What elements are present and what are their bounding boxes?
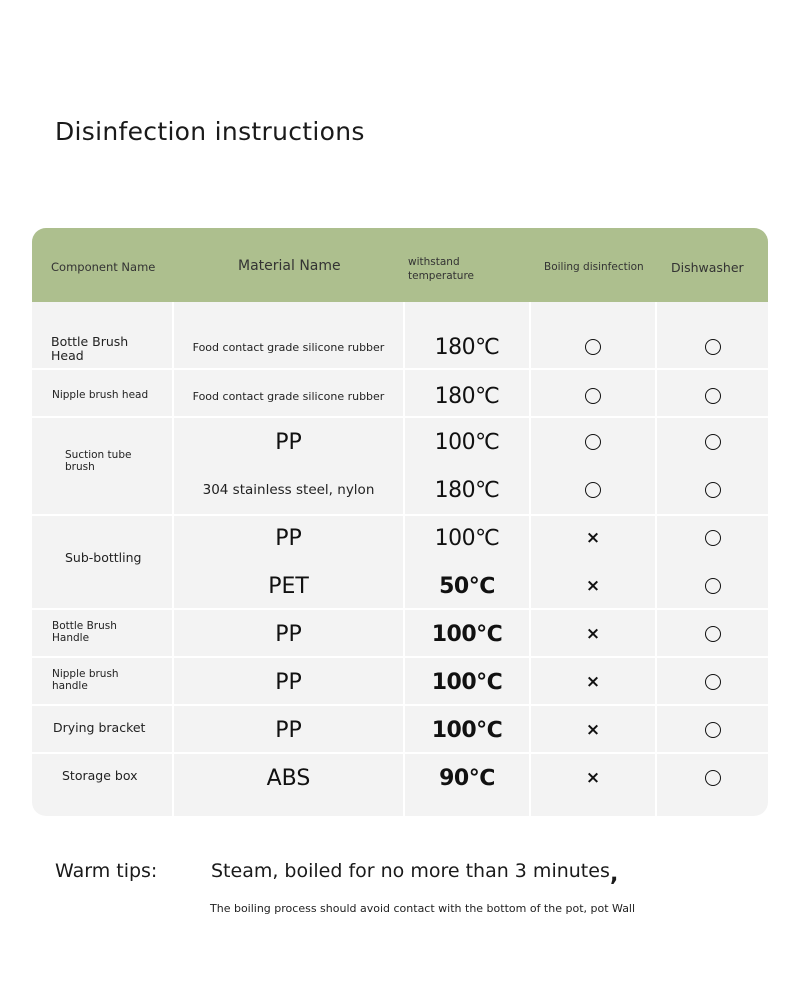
material-name: PP — [275, 621, 302, 647]
disinfection-table — [32, 228, 768, 816]
temperature-cell — [405, 327, 529, 367]
dishwasher-cell — [657, 470, 768, 510]
temperature-cell — [405, 662, 529, 702]
header-dishwasher: Dishwasher — [671, 260, 744, 275]
grid-line — [32, 656, 768, 658]
material-name: PP — [275, 669, 302, 695]
cross-icon: × — [585, 672, 601, 692]
dishwasher-cell — [657, 614, 768, 654]
boiling-cell — [531, 422, 655, 462]
header-temperature: withstand temperature — [408, 256, 474, 282]
boiling-cell — [531, 376, 655, 416]
material-cell — [174, 470, 403, 510]
component-name: Storage box — [62, 768, 138, 783]
boiling-cell — [531, 662, 655, 702]
circle-icon — [585, 339, 601, 355]
boiling-cell — [531, 614, 655, 654]
temperature-value: 180℃ — [434, 334, 500, 360]
temperature-cell — [405, 710, 529, 750]
circle-icon — [585, 434, 601, 450]
material-cell — [174, 662, 403, 702]
grid-line — [32, 752, 768, 754]
temperature-value: 90℃ — [439, 765, 495, 791]
dishwasher-cell — [657, 376, 768, 416]
material-name: ABS — [266, 765, 311, 791]
material-cell — [174, 566, 403, 606]
temperature-value: 100℃ — [431, 669, 503, 695]
boiling-cell — [531, 470, 655, 510]
temperature-cell — [405, 376, 529, 416]
material-name: PET — [268, 573, 309, 599]
circle-icon — [585, 482, 601, 498]
grid-line — [32, 416, 768, 418]
header-material: Material Name — [238, 258, 341, 274]
dishwasher-cell — [657, 710, 768, 750]
component-name: Nipple brush head — [52, 389, 149, 401]
component-name: Drying bracket — [53, 720, 146, 735]
temperature-value: 180℃ — [434, 477, 500, 503]
cross-icon: × — [585, 624, 601, 644]
circle-icon — [705, 339, 721, 355]
temperature-cell — [405, 518, 529, 558]
temperature-cell — [405, 422, 529, 462]
circle-icon — [705, 388, 721, 404]
material-name: PP — [275, 525, 302, 551]
temperature-value: 100℃ — [434, 429, 500, 455]
circle-icon — [705, 530, 721, 546]
component-name: Nipple brush handle — [52, 668, 119, 692]
material-cell — [174, 518, 403, 558]
material-cell — [174, 758, 403, 798]
dishwasher-cell — [657, 518, 768, 558]
material-cell — [174, 710, 403, 750]
header-boiling: Boiling disinfection — [544, 261, 644, 273]
temperature-value: 100℃ — [431, 621, 503, 647]
circle-icon — [705, 434, 721, 450]
table-header — [32, 228, 768, 302]
material-name: 304 stainless steel, nylon — [202, 482, 375, 498]
material-cell — [174, 376, 403, 416]
circle-icon — [705, 770, 721, 786]
material-cell — [174, 422, 403, 462]
dishwasher-cell — [657, 327, 768, 367]
grid-line — [32, 704, 768, 706]
material-name: Food contact grade silicone rubber — [192, 340, 385, 354]
cross-icon: × — [585, 528, 601, 548]
circle-icon — [705, 674, 721, 690]
dishwasher-cell — [657, 758, 768, 798]
header-component: Component Name — [51, 260, 156, 274]
cross-icon: × — [585, 768, 601, 788]
tips-text: Steam, boiled for no more than 3 minutes — [211, 860, 610, 882]
material-name: PP — [275, 429, 302, 455]
material-cell — [174, 327, 403, 367]
dishwasher-cell — [657, 422, 768, 462]
circle-icon — [705, 482, 721, 498]
temperature-value: 180℃ — [434, 383, 500, 409]
temperature-cell — [405, 566, 529, 606]
circle-icon — [705, 626, 721, 642]
component-name: Bottle Brush Head — [51, 334, 129, 363]
boiling-cell — [531, 518, 655, 558]
tips-label: Warm tips: — [55, 860, 158, 882]
boiling-cell — [531, 327, 655, 367]
dishwasher-cell — [657, 566, 768, 606]
tips-note: The boiling process should avoid contact with the bottom of the pot, pot Wall — [210, 902, 636, 915]
temperature-cell — [405, 758, 529, 798]
component-name: Bottle Brush Handle — [52, 620, 117, 644]
material-name: PP — [275, 717, 302, 743]
boiling-cell — [531, 566, 655, 606]
material-name: Food contact grade silicone rubber — [192, 389, 385, 403]
page-title: Disinfection instructions — [55, 117, 365, 146]
component-name: Suction tube brush — [65, 449, 132, 473]
tips-comma: , — [610, 862, 619, 887]
temperature-cell — [405, 614, 529, 654]
temperature-value: 100℃ — [431, 717, 503, 743]
circle-icon — [705, 722, 721, 738]
cross-icon: × — [585, 720, 601, 740]
dishwasher-cell — [657, 662, 768, 702]
cross-icon: × — [585, 576, 601, 596]
grid-line — [32, 608, 768, 610]
boiling-cell — [531, 758, 655, 798]
material-cell — [174, 614, 403, 654]
circle-icon — [585, 388, 601, 404]
boiling-cell — [531, 710, 655, 750]
grid-line — [32, 514, 768, 516]
temperature-value: 50℃ — [439, 573, 495, 599]
table-body — [32, 302, 768, 816]
circle-icon — [705, 578, 721, 594]
temperature-value: 100℃ — [434, 525, 500, 551]
temperature-cell — [405, 470, 529, 510]
component-name: Sub-bottling — [65, 550, 142, 565]
grid-line — [32, 368, 768, 370]
